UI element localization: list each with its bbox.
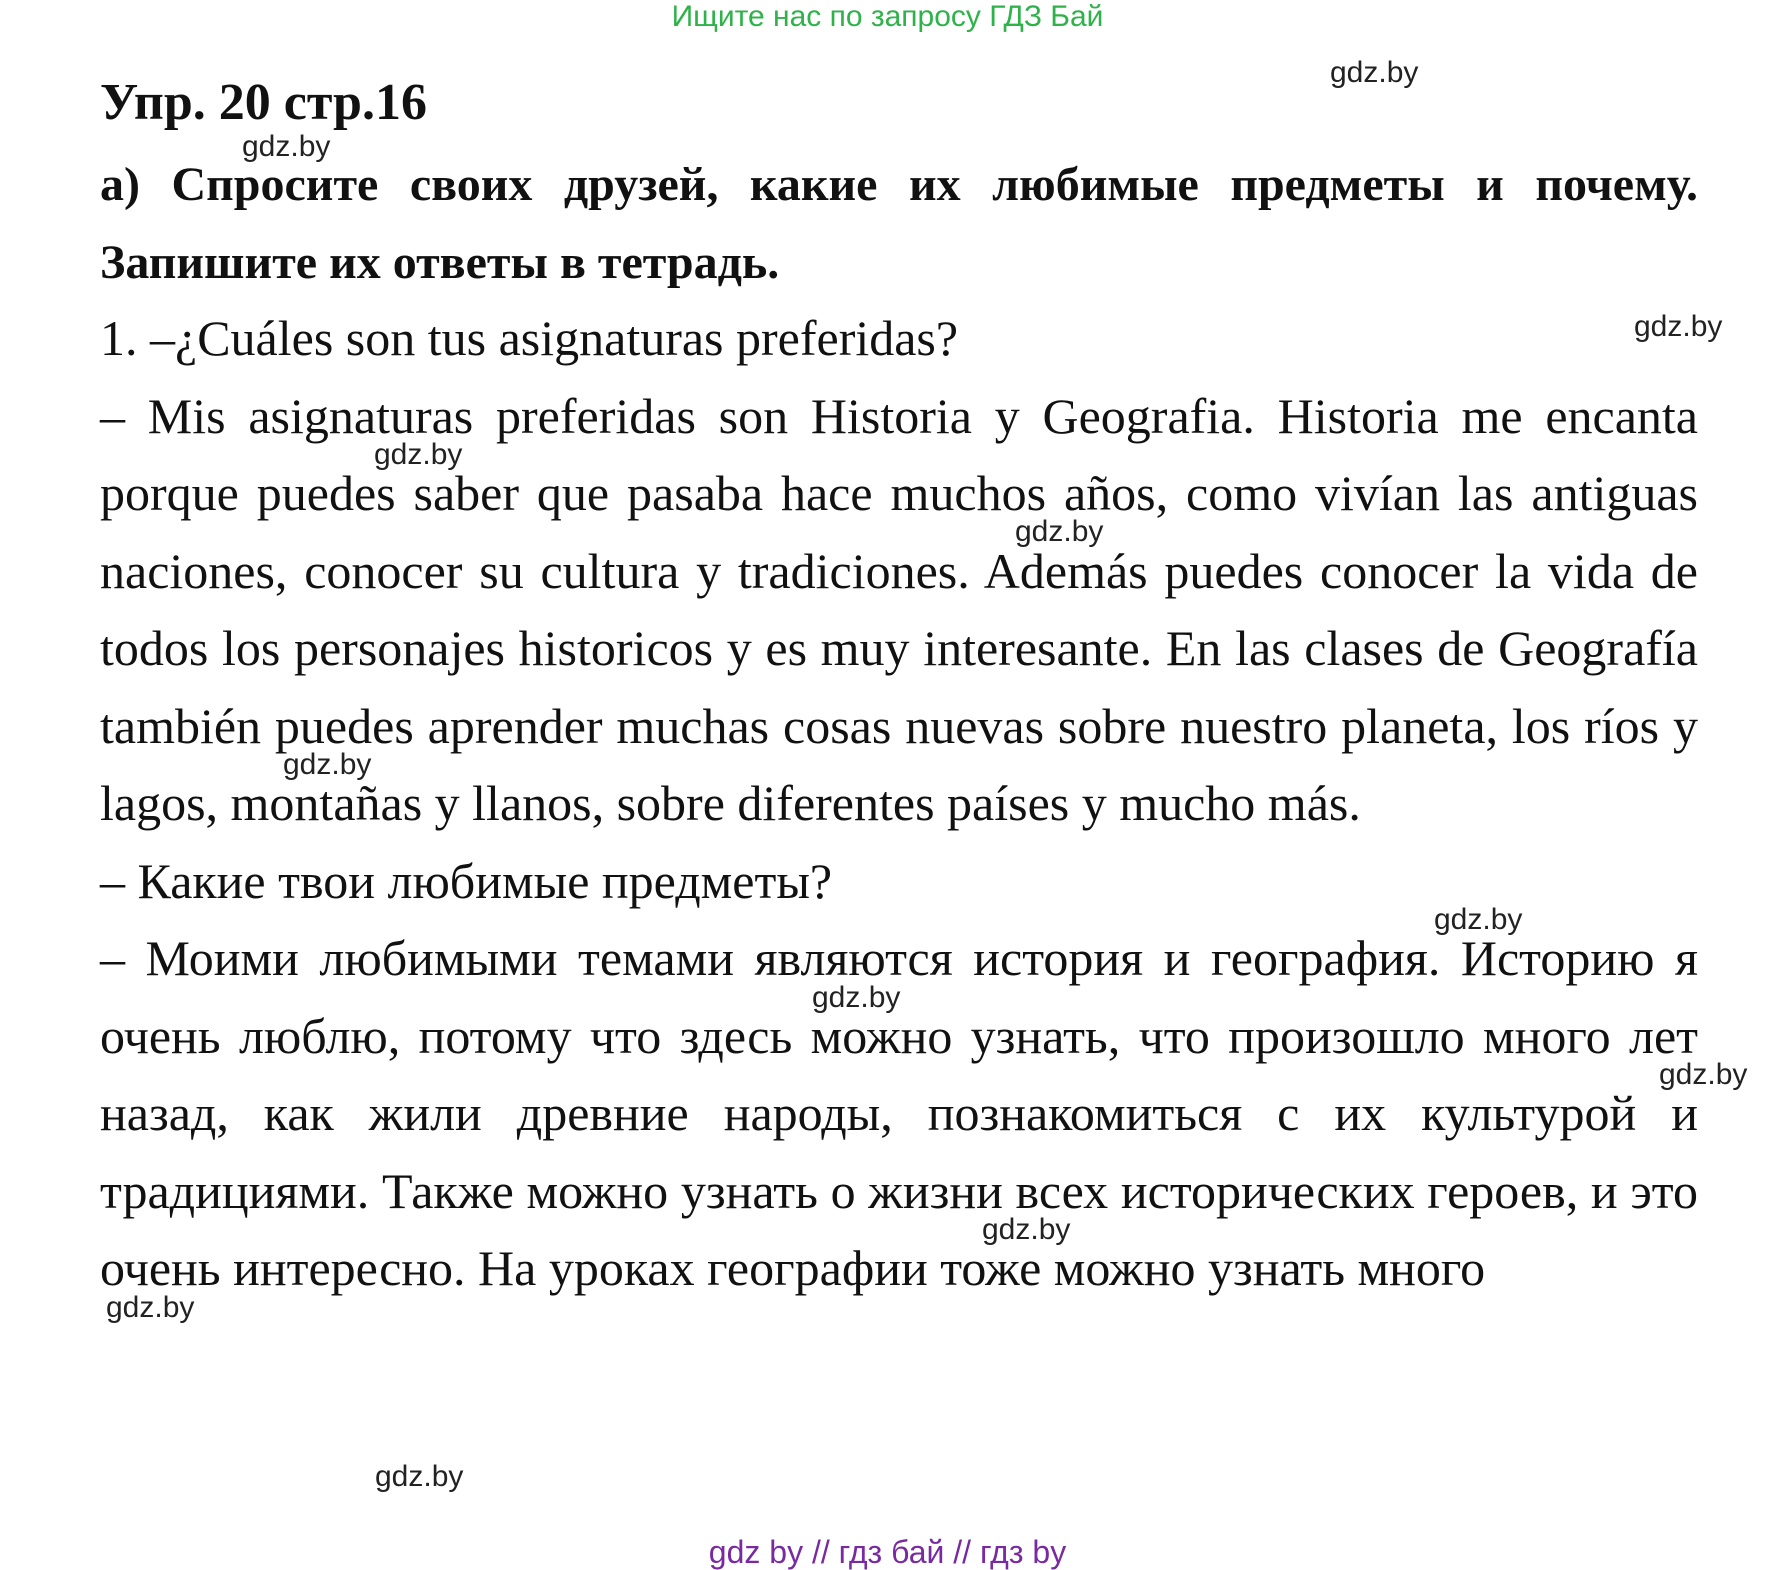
footer-links: gdz by // гдз бай // гдз by bbox=[708, 1534, 1067, 1570]
watermark: gdz.by bbox=[1015, 515, 1104, 548]
watermark: gdz.by bbox=[106, 1291, 195, 1324]
watermark: gdz.by bbox=[242, 130, 331, 163]
answer-russian: – Моими любимыми темами являются история и география. Историю я очень люблю, потому что здесь можно узнать, что произошло много лет назад, как жили древние народы, познакомиться с их культурой и традициями. Также можно узнать о жизни всех исторических героев, и это очень интересно. На уроках географии тоже можно узнать много bbox=[100, 930, 1698, 1296]
watermark: gdz.by bbox=[1434, 903, 1523, 936]
watermark: gdz.by bbox=[812, 981, 901, 1014]
top-banner: Ищите нас по запросу ГДЗ Бай bbox=[671, 0, 1104, 33]
exercise-heading: Упр. 20 стр.16 bbox=[100, 74, 427, 131]
watermark: gdz.by bbox=[374, 438, 463, 471]
watermark: gdz.by bbox=[375, 1460, 464, 1493]
question-spanish: 1. –¿Cuáles son tus asignaturas preferidas? bbox=[100, 310, 959, 366]
question-russian: – Какие твои любимые предметы? bbox=[100, 852, 833, 909]
watermark: gdz.by bbox=[1659, 1058, 1748, 1091]
watermark: gdz.by bbox=[982, 1213, 1071, 1246]
task-instruction: а) Спросите своих друзей, какие их любимые предметы и почему. Запишите их ответы в тетрадь. bbox=[100, 158, 1698, 289]
answer-text bbox=[100, 300, 1698, 1308]
watermark: gdz.by bbox=[283, 748, 372, 781]
answer-spanish: – Mis asignaturas preferidas son Historia y Geografia. Historia me encanta porque puedes saber que pasaba hace muchos años, como vivían las antiguas naciones, conocer su cultura y tradiciones. Además puedes conocer la vida de todos los personajes historicos y es muy interesante. En las clases de Geografía también puedes aprender muchas cosas nuevas sobre nuestro planeta, los ríos y lagos, montañas y llanos, sobre diferentes países y mucho más. bbox=[100, 387, 1698, 831]
watermark: gdz.by bbox=[1330, 56, 1419, 89]
watermark: gdz.by bbox=[1634, 310, 1723, 343]
